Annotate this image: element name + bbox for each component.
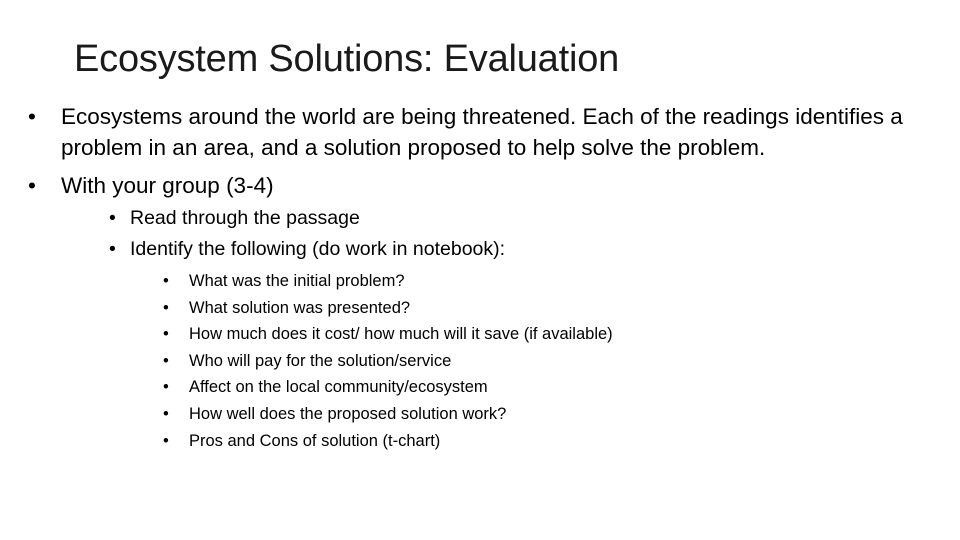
bullet-point-group	[28, 170, 908, 454]
nested-bullet-text: Pros and Cons of solution (t-chart)	[189, 431, 441, 450]
nested-bullet-item	[163, 268, 908, 295]
nested-bullet-text: What was the initial problem?	[189, 272, 405, 290]
sub-bullet-read-passage	[109, 203, 908, 234]
nested-bullet-text: Affect on the local community/ecosystem	[189, 378, 488, 397]
nested-bullet-item	[163, 348, 908, 375]
bullet-icon: •	[163, 325, 169, 344]
bullet-icon: •	[163, 431, 169, 450]
sub-bullet-list	[109, 203, 908, 454]
bullet-icon: •	[163, 404, 169, 423]
nested-bullet-item	[163, 428, 908, 455]
nested-bullet-item	[163, 321, 908, 348]
bullet-text: With your group (3-4)	[61, 173, 274, 198]
nested-bullet-item	[163, 374, 908, 401]
bullet-icon: •	[163, 378, 169, 397]
slide-title: Ecosystem Solutions: Evaluation	[74, 38, 620, 80]
nested-bullet-item	[163, 401, 908, 428]
bullet-icon: •	[28, 173, 36, 198]
sub-bullet-text: Read through the passage	[130, 207, 360, 229]
bullet-icon: •	[109, 207, 116, 229]
bullet-icon: •	[163, 351, 169, 370]
nested-bullet-item	[163, 295, 908, 322]
bullet-text: Ecosystems around the world are being threatened. Each of the readings identifies a problem in an area, and a solution proposed to help solve the problem.	[61, 104, 903, 160]
nested-bullet-text: Who will pay for the solution/service	[189, 351, 452, 370]
bullet-point-threatened	[28, 101, 908, 163]
bullet-icon: •	[28, 104, 36, 129]
nested-bullet-text: How well does the proposed solution work?	[189, 404, 507, 423]
bullet-icon: •	[109, 238, 116, 260]
nested-bullet-text: How much does it cost/ how much will it save (if available)	[189, 325, 613, 344]
nested-bullet-list	[163, 268, 908, 454]
bullet-icon: •	[163, 298, 169, 317]
sub-bullet-text: Identify the following (do work in notebook):	[130, 238, 506, 260]
bullet-icon: •	[163, 272, 169, 290]
sub-bullet-identify	[109, 234, 908, 454]
slide-body	[28, 101, 908, 461]
nested-bullet-text: What solution was presented?	[189, 298, 411, 317]
